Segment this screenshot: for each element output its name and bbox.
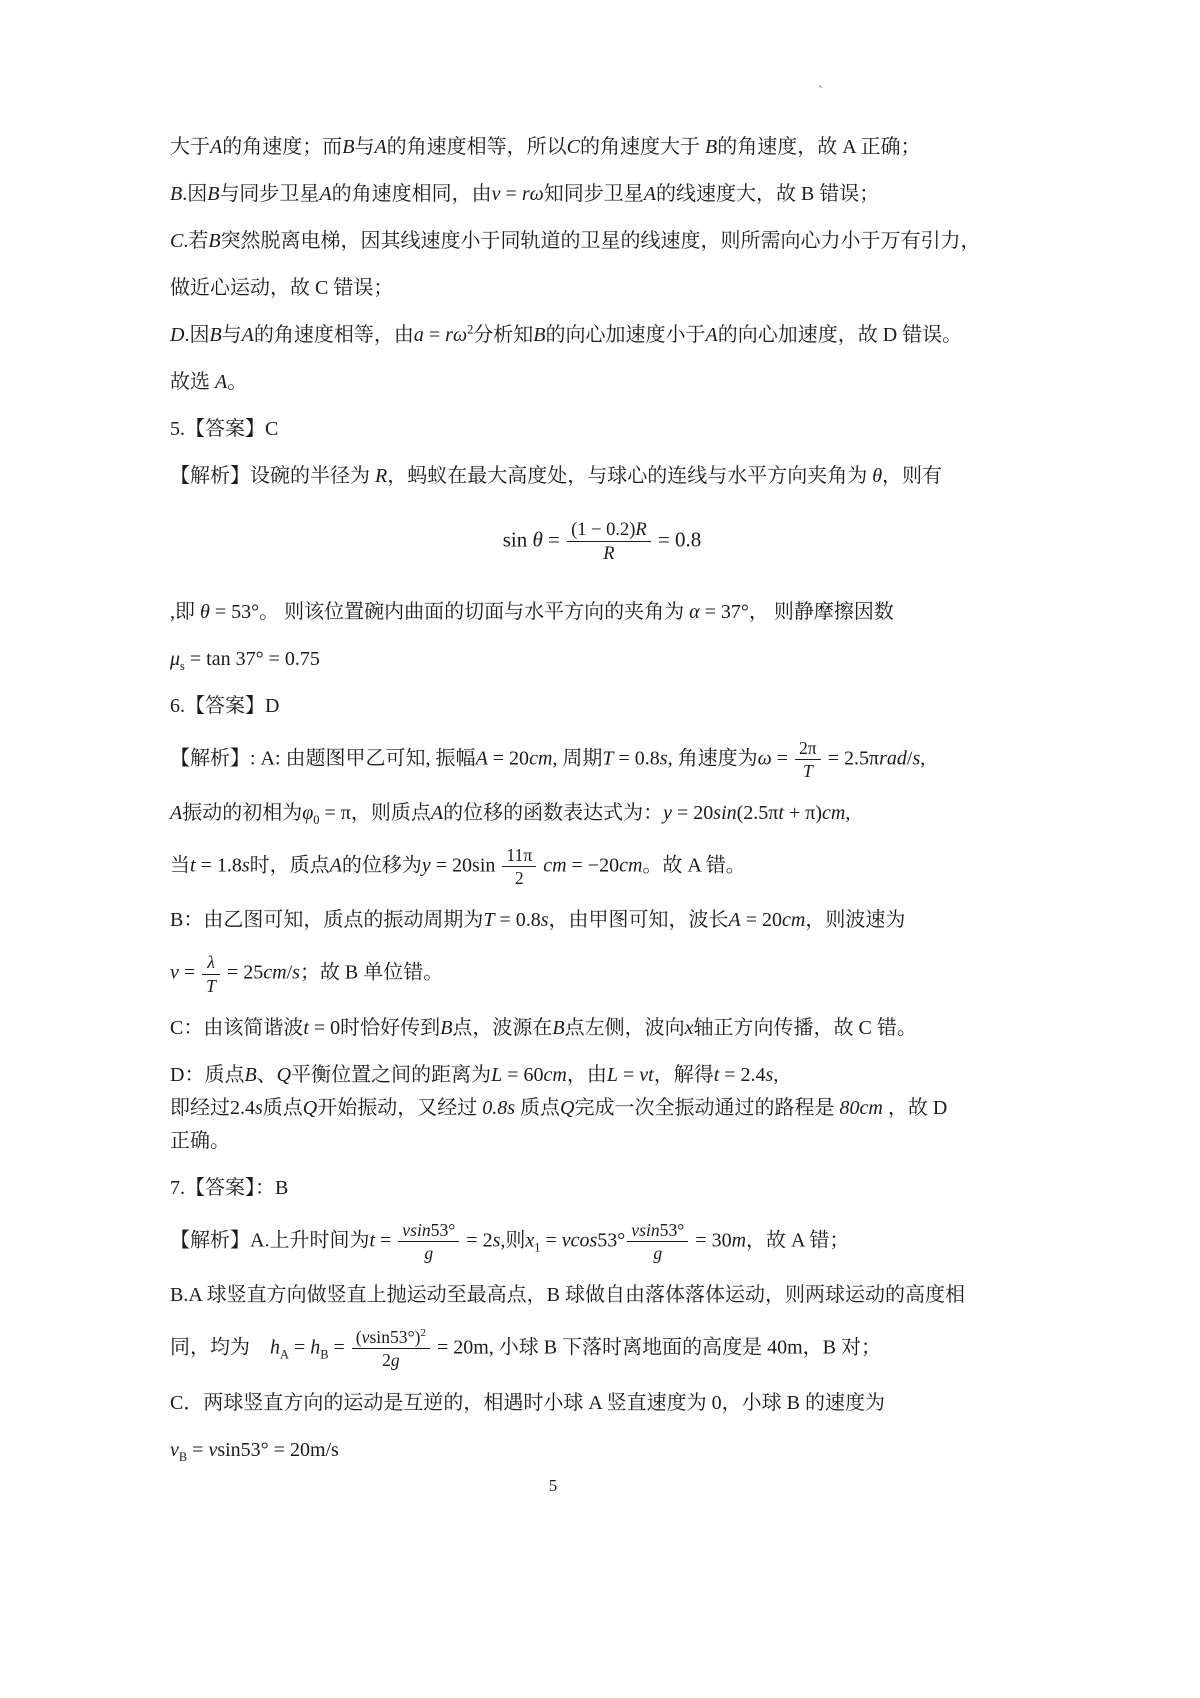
text-run: .若 <box>183 230 209 252</box>
text-run: (1 − 0.2) <box>571 519 636 539</box>
text-run: = 2.5π <box>822 746 880 769</box>
text-run: 故选 <box>170 371 215 393</box>
analysis-5-cont <box>170 597 1034 627</box>
text-run: s <box>492 1229 501 1252</box>
text-run: cm <box>538 854 567 877</box>
text-run: T <box>206 975 216 996</box>
page-number: 5 <box>548 1476 558 1495</box>
text-run: 2π <box>799 737 817 758</box>
text-run: 、 <box>256 1063 277 1086</box>
text-run: A <box>170 801 183 824</box>
text-run: D：质点 <box>170 1063 245 1086</box>
text-run: , 角速度为 <box>667 746 758 769</box>
analysis-6-b <box>170 905 1034 935</box>
text-run: (2.5π <box>736 801 779 824</box>
text-run: 80cm <box>839 1096 883 1119</box>
text-run: 突然脱离电梯，因其线速度小于同轨道的卫星的线速度，则所需向心力小于万有引力， <box>220 230 981 252</box>
text-run: Q <box>560 1096 575 1119</box>
text-run: C <box>566 136 580 158</box>
analysis-6-d <box>170 1060 1034 1090</box>
text-run: θ <box>200 600 210 623</box>
text-run: s <box>241 854 250 877</box>
text-run: 6.【答案】D <box>170 694 280 717</box>
text-run: 的角速度；而 <box>222 136 343 158</box>
text-run: = tan 37° = 0.75 <box>184 647 320 670</box>
text-run: , 周期 <box>552 746 603 769</box>
text-run: = <box>500 183 522 205</box>
analysis-6-a2 <box>170 798 1034 828</box>
text-run: ，则波速为 <box>805 909 906 932</box>
text-run: R <box>375 465 388 487</box>
superscript: 2 <box>420 1327 426 1340</box>
text-run: v <box>402 1219 411 1240</box>
text-run: rω <box>521 183 544 205</box>
text-run: 53° <box>597 1229 626 1252</box>
text-run: A <box>374 136 387 158</box>
fraction-numerator <box>352 1327 430 1348</box>
text-run: = <box>187 1438 209 1461</box>
text-run: / <box>906 746 913 769</box>
text-run: = <box>178 961 201 984</box>
text-run: 7.【答案】：B <box>170 1176 289 1199</box>
analysis-6-a <box>170 738 1034 781</box>
fraction-numerator <box>795 738 821 759</box>
text-run: v <box>631 1219 640 1240</box>
text-run: v <box>170 961 179 984</box>
text-run: ，则有 <box>882 465 943 487</box>
text-run: 2 <box>382 1350 391 1371</box>
text-run: = <box>771 746 793 769</box>
fraction <box>352 1327 430 1370</box>
text-run: B <box>552 1016 565 1039</box>
text-run: 平衡位置之间的距离为 <box>291 1063 492 1086</box>
text-run: 的位移为 <box>341 854 422 877</box>
text-run: a <box>413 324 424 346</box>
text-run: 时，质点 <box>249 854 330 877</box>
subscript: B <box>320 1347 329 1362</box>
para-q4-option-d <box>170 320 1034 350</box>
text-run: ，故 D <box>882 1096 948 1119</box>
fraction-numerator <box>567 519 651 541</box>
text-run: 大于 <box>170 136 210 158</box>
text-run: = −20 <box>566 854 620 877</box>
text-run: , <box>773 1063 779 1086</box>
text-run: t <box>369 1229 376 1252</box>
analysis-6-a3 <box>170 845 1034 888</box>
fraction-numerator <box>502 845 536 866</box>
analysis-7-c2 <box>170 1435 1034 1465</box>
text-run: h <box>310 1336 321 1359</box>
text-run: B.A 球竖直方向做竖直上抛运动至最高点，B 球做自由落体落体运动，则两球运动的高度相 <box>170 1284 966 1307</box>
text-run: 与 <box>221 324 242 346</box>
text-run: y <box>421 854 431 877</box>
text-run: 分析知 <box>473 324 534 346</box>
text-run: = 1.8 <box>195 854 242 877</box>
text-run: = 20 <box>672 801 714 824</box>
text-run: T <box>602 746 614 769</box>
formula-5-mu <box>170 644 1034 674</box>
text-run: A <box>210 136 223 158</box>
fraction <box>202 952 220 995</box>
text-run: 的角速度相等，所以 <box>386 136 567 158</box>
text-run: α <box>689 600 700 623</box>
text-run: 5.【答案】C <box>170 418 279 440</box>
subscript: s <box>180 658 185 673</box>
text-run: B <box>208 230 221 252</box>
fraction <box>502 845 536 888</box>
analysis-7-a <box>170 1220 1034 1263</box>
text-run: = 37°， 则静摩擦因数 <box>699 600 894 623</box>
text-run: C．两球竖直方向的运动是互逆的，相遇时小球 A 竖直速度为 0，小球 B 的速度为 <box>170 1391 886 1414</box>
text-run: cm <box>619 854 643 877</box>
fraction-denominator <box>567 541 651 564</box>
text-run: sin <box>410 1219 431 1240</box>
text-run: 的向心加速度小于 <box>545 324 706 346</box>
text-run: 的位移的函数表达式为： <box>443 801 664 824</box>
text-run: 【解析】A.上升时间为 <box>170 1229 370 1252</box>
text-run: g <box>653 1243 663 1264</box>
para-q4-option-c-cont <box>170 273 1034 303</box>
text-run: = 0.8 <box>613 746 660 769</box>
text-run: s <box>540 909 549 932</box>
text-run: ，解得 <box>653 1063 714 1086</box>
text-run: B <box>342 136 355 158</box>
text-run: .因 <box>184 324 210 346</box>
fraction-denominator <box>202 974 220 996</box>
text-run: x <box>525 1229 535 1252</box>
text-run: 质点 <box>515 1096 561 1119</box>
text-run: = <box>540 1229 562 1252</box>
text-run: ,即 <box>170 600 200 623</box>
fraction-numerator <box>398 1220 459 1241</box>
text-run: T <box>802 760 813 781</box>
analysis-6-d2 <box>170 1093 1034 1123</box>
text-run: vt <box>639 1063 654 1086</box>
fraction-numerator <box>627 1220 688 1241</box>
text-run: 的线速度大，故 B 错误； <box>655 183 880 205</box>
text-run: D <box>170 324 185 346</box>
fraction <box>398 1220 459 1263</box>
text-run: = 25 <box>221 961 264 984</box>
text-run: v <box>170 1438 179 1461</box>
text-run: B <box>533 324 546 346</box>
fraction-denominator <box>627 1241 688 1263</box>
text-run: 2 <box>514 868 524 889</box>
text-run: g <box>390 1350 400 1371</box>
text-run: C：由该简谐波 <box>170 1016 304 1039</box>
text-run: s <box>765 1063 774 1086</box>
fraction <box>795 738 821 781</box>
subscript: 1 <box>534 1240 541 1255</box>
fraction <box>567 519 651 565</box>
text-run: rad <box>879 746 907 769</box>
text-run: 当 <box>170 854 190 877</box>
text-run: R <box>635 519 647 539</box>
text-run: Q <box>302 1096 318 1119</box>
text-run: A <box>319 183 332 205</box>
text-run: s <box>292 961 300 984</box>
text-run: = 20m, 小球 B 下落时离地面的高度是 40m，B 对； <box>431 1336 882 1359</box>
text-run: C <box>170 230 184 252</box>
text-run: y <box>663 801 672 824</box>
text-run: h <box>270 1336 280 1359</box>
text-run: 振动的初相为 <box>182 801 303 824</box>
text-run: 点，波源在 <box>452 1016 553 1039</box>
text-run: 同，均为 <box>170 1336 270 1359</box>
analysis-7-c <box>170 1388 1034 1418</box>
fraction <box>627 1220 688 1263</box>
text-run: 做近心运动，故 C 错误； <box>170 277 394 299</box>
text-run: θ <box>532 527 543 552</box>
text-run: m <box>731 1229 747 1252</box>
text-run: sin <box>639 1219 660 1240</box>
text-run: sin <box>713 801 737 824</box>
text-run: B <box>705 136 718 158</box>
text-run: 质点 <box>262 1096 303 1119</box>
text-run: , <box>845 801 851 824</box>
superscript: 2 <box>467 322 474 337</box>
fraction-denominator <box>502 866 536 888</box>
text-run: 与 <box>354 136 375 158</box>
text-run: cm <box>529 746 553 769</box>
text-run: B <box>244 1063 257 1086</box>
text-run: L <box>606 1063 618 1086</box>
answer-7 <box>170 1173 1034 1203</box>
text-run: + π) <box>783 801 822 824</box>
text-run: cm <box>782 909 806 932</box>
analysis-6-b2 <box>170 952 1034 995</box>
analysis-7-b <box>170 1280 1034 1310</box>
text-run: = <box>542 527 566 552</box>
text-run: B：由乙图可知，质点的振动周期为 <box>170 909 484 932</box>
text-run: = <box>617 1063 640 1086</box>
text-run: 的角速度大于 <box>580 136 705 158</box>
text-run: λ <box>207 952 215 973</box>
text-run: 11π <box>506 844 533 865</box>
text-run: s <box>912 746 921 769</box>
text-run: = <box>328 1336 350 1359</box>
text-run: ,则 <box>500 1229 526 1252</box>
text-run: B <box>440 1016 453 1039</box>
text-run: = 0.8 <box>652 527 702 552</box>
text-run: θ <box>872 465 883 487</box>
text-run: 的角速度，故 A 正确； <box>717 136 921 158</box>
subscript: A <box>280 1347 289 1362</box>
text-run: 。 <box>227 371 248 393</box>
text-run: ，蚂蚁在最大高度处，与球心的连线与水平方向夹角为 <box>387 465 873 487</box>
text-run: L <box>491 1063 503 1086</box>
text-run: g <box>424 1243 434 1264</box>
text-run: / <box>286 961 293 984</box>
text-run: = 20sin <box>430 854 501 877</box>
text-run: = <box>375 1229 397 1252</box>
text-run: 53° <box>659 1219 685 1240</box>
text-run: sin53°) <box>369 1327 421 1348</box>
text-run: sin <box>502 527 533 552</box>
text-run: ，故 A 错； <box>746 1229 850 1252</box>
fraction-denominator <box>795 759 821 781</box>
text-run: x <box>684 1016 694 1039</box>
text-run: A <box>241 324 254 346</box>
text-run: t <box>303 1016 309 1039</box>
text-run: = 60 <box>502 1063 544 1086</box>
text-run: A <box>215 371 228 393</box>
fraction-denominator <box>398 1241 459 1263</box>
text-run: μ <box>170 647 181 670</box>
text-run: v <box>361 1327 370 1348</box>
fraction-denominator <box>352 1348 430 1370</box>
text-run: .因 <box>182 183 208 205</box>
text-run: s <box>255 1096 263 1119</box>
text-run: = 53°。 则该位置碗内曲面的切面与水平方向的夹角为 <box>209 600 690 623</box>
text-run: A <box>430 801 444 824</box>
text-run: A <box>475 746 488 769</box>
text-run: rω <box>445 324 468 346</box>
text-run: = 0.8 <box>494 909 541 932</box>
text-run: 知同步卫星 <box>543 183 644 205</box>
text-run: 的向心加速度，故 D 错误。 <box>717 324 963 346</box>
text-run: 与同步卫星 <box>219 183 320 205</box>
text-run: 53° <box>430 1219 456 1240</box>
text-run: 轴正方向传播，故 C 错。 <box>693 1016 917 1039</box>
subscript: 0 <box>313 812 320 827</box>
text-run: B <box>170 183 183 205</box>
text-run: 完成一次全振动通过的路程是 <box>574 1096 840 1119</box>
text-run: 【解析】: A: 由题图甲乙可知, 振幅 <box>170 746 476 769</box>
text-run: t <box>778 801 784 824</box>
text-run: ω <box>757 746 772 769</box>
text-run: v <box>208 1438 218 1461</box>
text-run: 的角速度相同，由 <box>331 183 492 205</box>
text-run: 开始振动，又经过 <box>317 1096 483 1119</box>
text-run: T <box>483 909 495 932</box>
text-run: 【解析】设碗的半径为 <box>170 465 375 487</box>
text-run: = 20 <box>740 909 783 932</box>
text-run: A <box>643 183 656 205</box>
text-run: Q <box>276 1063 292 1086</box>
text-run: sin53° = 20m/s <box>217 1438 339 1461</box>
text-run: , <box>920 746 926 769</box>
text-run: A <box>728 909 741 932</box>
text-run: R <box>603 543 615 564</box>
text-run: 点左侧，波向 <box>564 1016 685 1039</box>
subscript: B <box>178 1449 188 1464</box>
text-run: cm <box>822 801 846 824</box>
text-run: t <box>190 854 196 877</box>
text-run: 。故 A 错。 <box>642 854 746 877</box>
answer-6 <box>170 691 1034 721</box>
text-run: cm <box>543 1063 567 1086</box>
text-run: 即经过2.4 <box>170 1096 255 1119</box>
text-run: B <box>207 183 220 205</box>
text-run: 0.8s <box>482 1096 516 1119</box>
text-run: = 20 <box>487 746 530 769</box>
para-q4-conclusion <box>170 367 1034 397</box>
text-run: t <box>713 1063 720 1086</box>
text-run: φ <box>302 801 314 824</box>
answer-5 <box>170 414 1034 444</box>
text-run: A <box>329 854 342 877</box>
text-run: A <box>705 324 718 346</box>
text-run: v <box>491 183 501 205</box>
text-run: = <box>288 1336 311 1359</box>
para-q4-option-a <box>170 132 1034 162</box>
stray-mark: ` <box>818 84 823 100</box>
analysis-6-d3 <box>170 1126 1034 1156</box>
text-run: = 0时恰好传到 <box>308 1016 441 1039</box>
text-run: = 30 <box>690 1229 732 1252</box>
document-content <box>170 132 1034 1482</box>
text-run: ( <box>355 1327 362 1348</box>
text-run: ，由 <box>566 1063 607 1086</box>
text-run: 的角速度相等，由 <box>253 324 414 346</box>
text-run: = 2.4 <box>719 1063 766 1086</box>
text-run: ；故 B 单位错。 <box>299 961 444 984</box>
text-run: 正确。 <box>170 1129 230 1152</box>
fraction-numerator <box>202 952 220 973</box>
text-run: = 2 <box>461 1229 493 1252</box>
text-run: = <box>423 324 446 346</box>
para-q4-option-b <box>170 179 1034 209</box>
analysis-5 <box>170 461 1034 491</box>
analysis-6-c <box>170 1013 1034 1043</box>
analysis-7-b2 <box>170 1327 1034 1370</box>
text-run: B <box>209 324 222 346</box>
para-q4-option-c <box>170 226 1034 256</box>
text-run: vcos <box>561 1229 598 1252</box>
text-run: = π，则质点 <box>319 801 431 824</box>
text-run: cm <box>263 961 287 984</box>
text-run: ，由甲图可知，波长 <box>548 909 729 932</box>
text-run: s <box>659 746 668 769</box>
formula-5-display <box>170 519 1034 565</box>
